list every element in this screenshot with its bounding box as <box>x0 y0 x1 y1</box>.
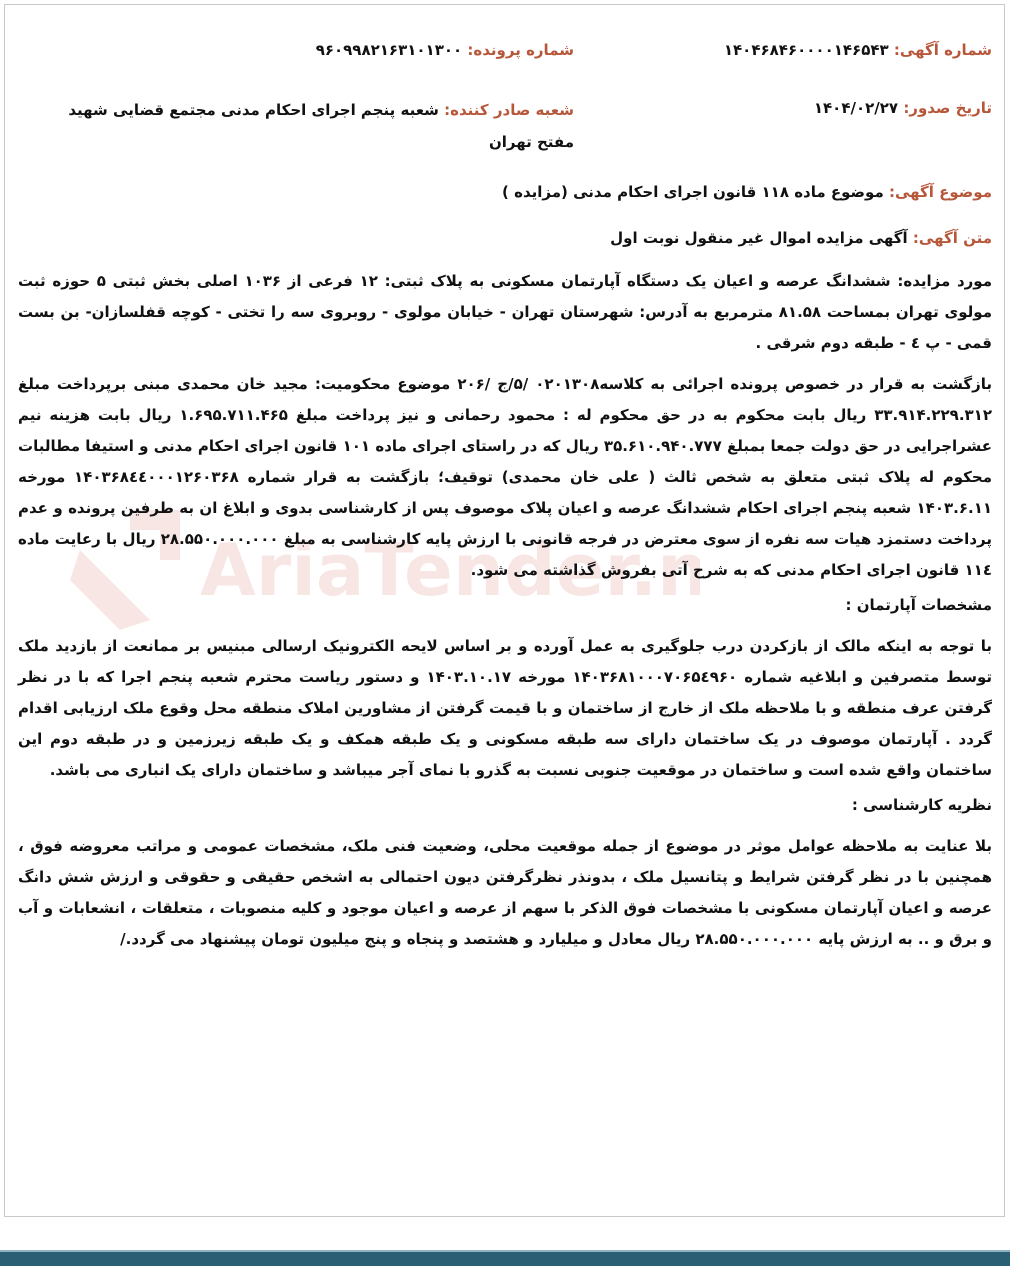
issuing-branch-label: شعبه صادر کننده: <box>444 101 574 119</box>
notice-document <box>18 36 992 955</box>
notice-text-field <box>18 224 992 252</box>
header-row-1 <box>18 36 992 94</box>
apartment-specs-paragraph: با توجه به اینکه مالک از بازکردن درب جلوگیری به عمل آورده و بر اساس لایحه الکترونیک ارسالی مبنیس بر ممانعت از بازدید ملک توسط متصرفین و ابلاغیه شماره ۱۴۰۳۶۸۱۰۰۰۷۰۶۵٤۹۶۰ مورخه ۱۴۰۳.۱۰.۱۷ و دستور ریاست محترم شعبه پنجم اجرا که با در نظر گرفتن عرف منطقه و با ملاحظه ملک از خارج از ساختمان و با قیمت گرفتن از مشاورین املاک منطقه محل وقوع ملک ارزیابی اقدام گردد . آپارتمان موصوف در یک ساختمان دارای سه طبقه مسکونی و یک طبقه همکف و یک طبقه زیرزمین و در طبقه دوم این ساختمان واقع شده است و ساختمان در موقعیت جنوبی نسبت به گذرو با نمای آجر میباشد و ساختمان دارای یک انباری می باشد. <box>18 637 992 779</box>
notice-number-field <box>724 36 992 64</box>
notice-number-label: شماره آگهی: <box>893 41 992 59</box>
notice-text-title: آگهی مزایده اموال غیر منقول نوبت اول <box>610 229 908 247</box>
subject: موضوع ماده ۱۱۸ قانون اجرای احکام مدنی (مزایده ) <box>502 183 884 201</box>
expert-opinion-paragraph: بلا عنایت به ملاحظه عوامل موثر در موضوع از جمله موقعیت محلی، وضعیت فنی ملک، مشخصات عمومی و مراتب معروضه فوق ، همچنین با در نظر گرفتن شرایط و پتانسیل ملک ، بدونذر نظرگرفتن دیون احتمالی به اشخص حقیقی و حقوقی و ارزش شش دانگ عرصه و اعیان آپارتمان مسکونی با مشخصات فوق الذکر با سهم از عرصه و اعیان موجود و کلیه منصوبات ، متعلقات ، انشعابات و آب و برق و .. به ارزش پایه ۲۸.۵۵۰.۰۰۰.۰۰۰ ریال معادل و میلیارد و هشتصد و پنجاه و پنج میلیون تومان پیشنهاد می گردد./ <box>18 837 992 948</box>
case-background-paragraph: بازگشت به قرار در خصوص پرونده اجرائی به کلاسه۰۲۰۱۳۰۸ /۵/ج /۲۰۶ موضوع محکومیت: مجید خان محمدی مبنی برپرداخت مبلغ ۳۳.۹۱۴.۲۲۹.۳۱۲ ریال بابت محکوم به در حق محکوم له : محمود رحمانی و نیز پرداخت مبلغ ۱.۶۹۵.۷۱۱.۴۶۵ ریال بابت هزینه نیم عشراجرایی در حق دولت جمعا بمبلغ ۳۵.۶۱۰.۹۴۰.۷۷۷ ریال که در راستای اجرای ماده ۱۰۱ قانون اجرای احکام مدنی و استیفا مطالبات محکوم له پلاک ثبتی متعلق به شخص ثالث ( علی خان محمدی) توقیف؛ بازگشت به قرار شماره ۱۴۰۳۶۸٤٤۰۰۰۱۲۶۰۳۶۸ مورخه ۱۴۰۳.۶.۱۱ شعبه پنجم اجرای احکام ششدانگ عرصه و اعیان پلاک موصوف پس از کارشناسی بدوی و ابلاغ ان به طرفین پرونده و عدم پرداخت دستمزد هیات سه نفره از سوی معترض در فرجه قانونی با ارزش پایه کارشناسی به مبلغ ۲۸.۵۵۰.۰۰۰.۰۰۰ ریال با رعایت ماده ۱۱٤ قانون اجرای احکام مدنی که به شرح آتی بفروش گذاشته می شود. <box>18 375 992 579</box>
issue-date: ۱۴۰۴/۰۲/۲۷ <box>813 99 899 117</box>
case-number-label: شماره پرونده: <box>467 41 574 59</box>
notice-text-label: متن آگهی: <box>912 229 992 247</box>
expert-opinion-heading: نظریه کارشناسی : <box>851 796 992 814</box>
issuing-branch-field <box>38 94 574 158</box>
case-number: ۹۶۰۹۹۸۲۱۶۳۱۰۱۳۰۰ <box>315 41 463 59</box>
auction-item-paragraph: مورد مزایده: ششدانگ عرصه و اعیان یک دستگاه آپارتمان مسکونی به پلاک ثبتی: ۱۲ فرعی از ۱۰۳۶ اصلی بخش ثبتی ۵ حوزه ثبت مولوی تهران بمساحت ۸۱.۵۸ مترمربع به آدرس: شهرستان تهران - خیابان مولوی - روبروی سه را تختی - کوچه قفلسازان- بن بست قمی - پ ٤ - طبقه دوم شرقی . <box>18 272 992 352</box>
issue-date-label: تاریخ صدور: <box>903 99 992 117</box>
issue-date-field <box>814 94 992 122</box>
subject-field <box>18 178 992 206</box>
header-row-2 <box>18 94 992 178</box>
subject-label: موضوع آگهی: <box>888 183 992 201</box>
notice-number: ۱۴۰۴۶۸۴۶۰۰۰۰۱۴۶۵۴۳ <box>723 41 889 59</box>
apartment-specs-heading: مشخصات آپارتمان : <box>845 596 992 614</box>
issuing-branch: شعبه پنجم اجرای احکام مدنی مجتمع قضایی شهید مفتح تهران <box>68 101 574 151</box>
case-number-field <box>316 36 574 64</box>
